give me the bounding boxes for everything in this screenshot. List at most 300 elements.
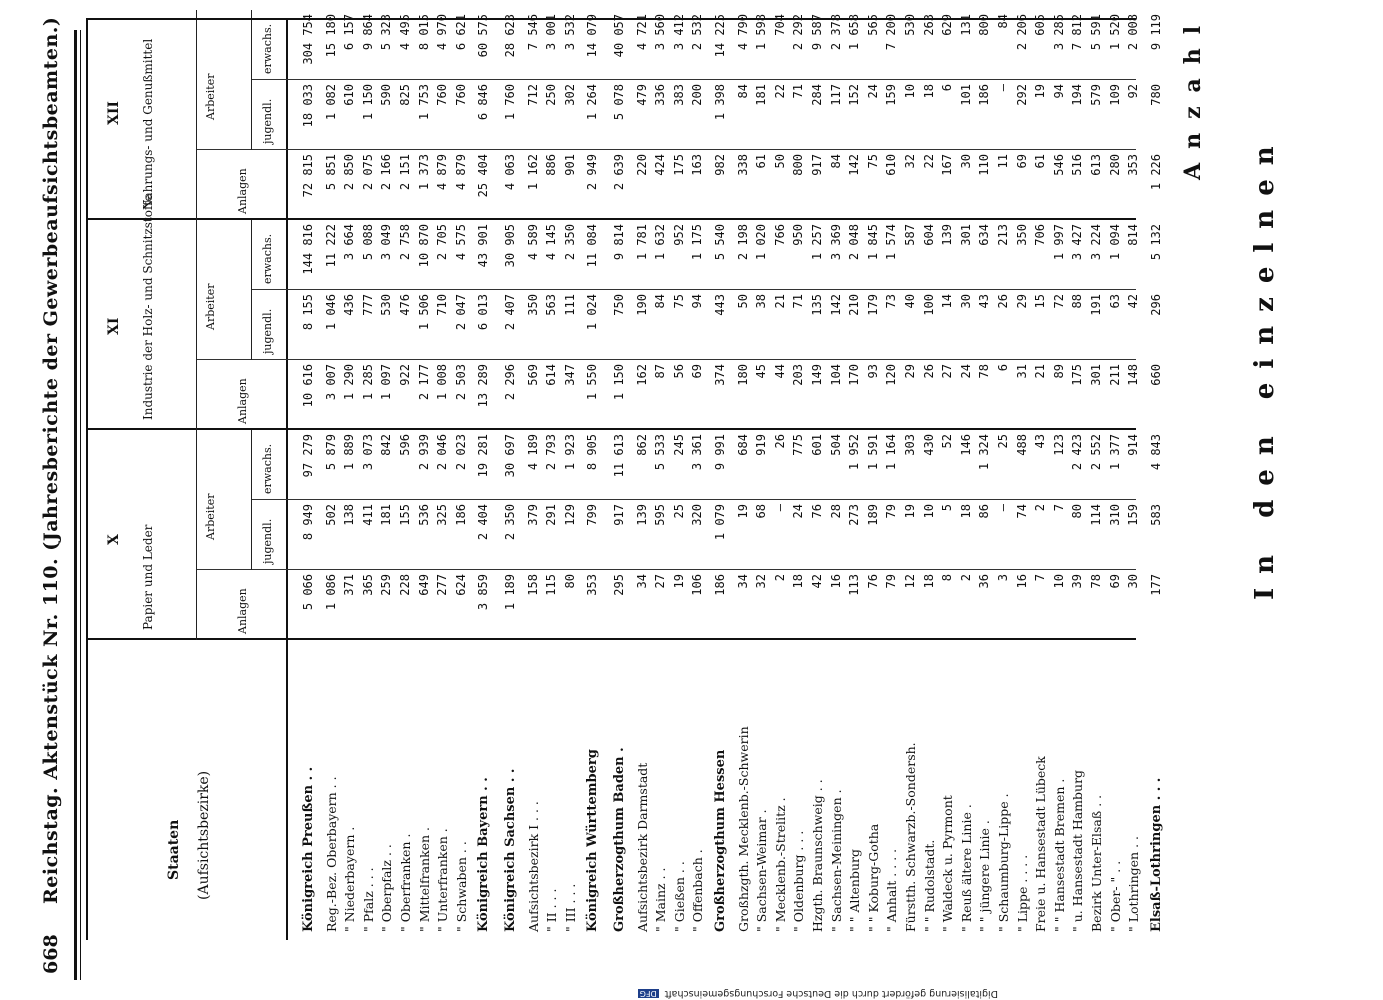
table-cell: 28: [828, 504, 843, 519]
row-label: " II . . .: [544, 888, 560, 932]
table-cell: 9 814: [612, 224, 626, 261]
table-cell: 310: [1107, 504, 1122, 526]
table-cell: 9 587: [810, 14, 824, 51]
table-cell: 436: [342, 294, 357, 316]
table-cell: 3 560: [653, 14, 668, 51]
table-cell: 536: [416, 504, 431, 526]
table-cell: 2 378: [828, 14, 843, 51]
table-cell: 131: [958, 14, 973, 36]
table-cell: 43: [1033, 434, 1048, 449]
table-cell: 886: [544, 154, 559, 176]
table-cell: 22: [921, 154, 936, 169]
table-cell: 800: [977, 14, 992, 36]
table-cell: 135: [810, 294, 824, 316]
table-cell: 1 658: [847, 14, 862, 51]
table-cell: 610: [342, 84, 357, 106]
table-cell: 842: [379, 434, 394, 456]
row-label: " Reuß ältere Linie .: [958, 804, 974, 932]
table-cell: 80: [562, 574, 577, 589]
table-cell: 104: [828, 364, 843, 386]
table-cell: 69: [1107, 574, 1122, 589]
row-label: " u. Hansestadt Hamburg: [1070, 769, 1086, 932]
row-label: Hzgth. Braunschweig . .: [810, 779, 825, 932]
table-cell: 2 758: [398, 224, 412, 261]
table-cell: 7 200: [884, 14, 899, 51]
table-cell: 336: [653, 84, 668, 106]
table-cell: 245: [671, 434, 686, 456]
table-cell: 92: [1126, 84, 1141, 99]
table-cell: 2 350: [503, 504, 517, 541]
col-header-anlagen: Anlagen: [236, 588, 249, 634]
table-cell: 10: [1051, 574, 1066, 589]
table-cell: 38: [754, 294, 769, 309]
table-cell: 914: [1126, 434, 1141, 456]
table-cell: 3 285: [1051, 14, 1066, 51]
table-cell: 2 503: [453, 364, 468, 401]
table-cell: 546: [1051, 154, 1066, 176]
table-cell: 109: [1107, 84, 1122, 106]
table-cell: 295: [612, 574, 626, 596]
table-cell: 30: [958, 154, 973, 169]
table-cell: 63: [1107, 294, 1122, 309]
col-header-states: Staaten: [166, 819, 182, 880]
table-cell: 1 150: [612, 364, 626, 401]
table-cell: 4 589: [525, 224, 540, 261]
table-cell: 353: [585, 574, 600, 596]
table-cell: 2 639: [612, 154, 626, 191]
col-header-arbeiter: Arbeiter: [204, 73, 217, 120]
table-cell: 1 845: [865, 224, 880, 261]
col-header-anlagen: Anlagen: [236, 168, 249, 214]
row-label: " Oberpfalz . .: [379, 844, 395, 932]
table-cell: 1 257: [810, 224, 824, 261]
table-cell: 292: [1014, 84, 1029, 106]
table-cell: 1 020: [754, 224, 769, 261]
table-cell: 79: [884, 574, 899, 589]
table-cell: 3 007: [323, 364, 338, 401]
table-cell: 7 546: [525, 14, 540, 51]
group-name: Papier und Leder: [141, 524, 155, 630]
table-cell: 34: [634, 574, 649, 589]
table-cell: 11: [996, 154, 1010, 169]
table-cell: 189: [865, 504, 880, 526]
table-cell: 424: [653, 154, 668, 176]
table-cell: 1 520: [1107, 14, 1122, 51]
table-cell: 5 533: [653, 434, 668, 471]
table-cell: 114: [1089, 504, 1103, 526]
table-cell: 2: [772, 574, 787, 582]
table-cell: 8: [940, 574, 955, 582]
table-cell: 29: [1014, 294, 1029, 309]
table-cell: 144 816: [301, 224, 315, 275]
table-cell: 6: [940, 84, 955, 92]
group-name: Nahrungs- und Genußmittel: [141, 38, 155, 210]
table-cell: 19: [671, 574, 686, 589]
table-cell: 706: [1033, 224, 1048, 246]
table-cell: 19 281: [476, 434, 491, 478]
table-header-rule: [286, 20, 288, 940]
table-cell: 919: [754, 434, 769, 456]
table-cell: 430: [921, 434, 936, 456]
table-cell: 563: [544, 294, 559, 316]
table-cell: 32: [754, 574, 769, 589]
table-cell: 80: [1070, 504, 1085, 519]
table-cell: 982: [713, 154, 727, 176]
table-cell: 775: [791, 434, 806, 456]
table-cell: 4 063: [503, 154, 517, 191]
table-cell: 950: [791, 224, 806, 246]
table-cell: 32: [903, 154, 917, 169]
table-cell: 5 879: [323, 434, 338, 471]
table-cell: 2 206: [1014, 14, 1029, 51]
table-cell: 1 997: [1051, 224, 1066, 261]
group-roman: X: [106, 534, 122, 545]
table-cell: 69: [690, 364, 705, 379]
table-cell: 43: [977, 294, 992, 309]
table-cell: 11 613: [612, 434, 626, 478]
table-cell: 2 705: [435, 224, 450, 261]
table-cell: 21: [1033, 364, 1048, 379]
table-cell: 10: [921, 504, 936, 519]
table-cell: 684: [735, 434, 750, 456]
table-cell: 777: [360, 294, 375, 316]
page-number: 668: [40, 934, 62, 974]
table-cell: 8 949: [301, 504, 315, 541]
table-cell: 760: [453, 84, 468, 106]
table-cell: 11 222: [323, 224, 338, 268]
table-cell: 19: [1033, 84, 1048, 99]
row-label: " Mittelfranken .: [416, 826, 432, 932]
table-cell: 2 949: [585, 154, 600, 191]
table-cell: 825: [398, 84, 412, 106]
table-cell: 353: [1126, 154, 1141, 176]
table-cell: 89: [1051, 364, 1066, 379]
table-cell: 5 066: [301, 574, 315, 611]
table-cell: 180: [735, 364, 750, 386]
col-header-erwachs: erwachs.: [261, 233, 274, 284]
table-cell: 250: [544, 84, 559, 106]
table-cell: 3 664: [342, 224, 357, 261]
table-cell: 8 015: [416, 14, 431, 51]
table-cell: 443: [713, 294, 727, 316]
table-cell: 5 591: [1089, 14, 1103, 51]
table-cell: 766: [772, 224, 787, 246]
table-cell: 2 047: [453, 294, 468, 331]
table-cell: 2 407: [503, 294, 517, 331]
table-cell: —: [772, 504, 787, 512]
table-cell: 530: [903, 14, 917, 36]
table-cell: 2 292: [791, 14, 806, 51]
table-cell: 203: [791, 364, 806, 386]
table-cell: 371: [342, 574, 357, 596]
table-cell: 488: [1014, 434, 1029, 456]
table-cell: 78: [977, 364, 992, 379]
table-cell: 1 632: [653, 224, 668, 261]
table-cell: 1 760: [503, 84, 517, 121]
table-cell: 175: [1070, 364, 1085, 386]
table-cell: 45: [754, 364, 769, 379]
col-header-anlagen: Anlagen: [236, 378, 249, 424]
table-cell: 379: [525, 504, 540, 526]
table-cell: 142: [847, 154, 862, 176]
row-label: " Mecklenb.-Strelitz .: [772, 797, 788, 932]
table-cell: 5 540: [713, 224, 727, 261]
table-cell: 18: [958, 504, 973, 519]
col-header-arbeiter: Arbeiter: [204, 283, 217, 330]
table-cell: 110: [977, 154, 992, 176]
row-label: Großherzogthum Hessen: [713, 749, 728, 932]
table-cell: 3 369: [828, 224, 843, 261]
table-cell: 259: [379, 574, 394, 596]
table-cell: 78: [1089, 574, 1103, 589]
table-cell: 2 850: [342, 154, 357, 191]
table-cell: 28 623: [503, 14, 517, 58]
table-cell: 139: [634, 504, 649, 526]
table-cell: 476: [398, 294, 412, 316]
table-cell: 280: [1107, 154, 1122, 176]
col-header-erwachs: erwachs.: [261, 23, 274, 74]
table-cell: 84: [828, 154, 843, 169]
table-cell: 211: [1107, 364, 1122, 386]
table-cell: 6 846: [476, 84, 491, 121]
table-cell: 2 198: [735, 224, 750, 261]
table-cell: 72 815: [301, 154, 315, 198]
table-cell: 5: [940, 504, 955, 512]
table-cell: 27: [940, 364, 955, 379]
table-cell: 704: [772, 14, 787, 36]
table-cell: 6 621: [453, 14, 468, 51]
row-label: Königreich Preußen . .: [301, 766, 316, 932]
row-label: Königreich Württemberg: [585, 749, 601, 932]
table-cell: 106: [690, 574, 705, 596]
row-label: " Ober- " . .: [1107, 860, 1123, 932]
table-cell: 76: [810, 504, 824, 519]
table-cell: 74: [1014, 504, 1029, 519]
table-cell: 56: [671, 364, 686, 379]
row-label: " III . . .: [562, 883, 578, 932]
table-cell: 73: [884, 294, 899, 309]
table-cell: 296: [1148, 294, 1163, 316]
table-cell: 862: [634, 434, 649, 456]
table-cell: 1 781: [634, 224, 649, 261]
table-cell: 16: [828, 574, 843, 589]
table-cell: 7: [1033, 574, 1048, 582]
table-cell: 3 361: [690, 434, 705, 471]
table-cell: 61: [754, 154, 769, 169]
table-cell: 14 079: [585, 14, 600, 58]
table-cell: 2 793: [544, 434, 559, 471]
table-cell: 601: [810, 434, 824, 456]
row-label: Elsaß-Lothringen . . .: [1148, 777, 1164, 932]
table-cell: 120: [884, 364, 899, 386]
table-cell: 100: [921, 294, 936, 316]
table-cell: 1 164: [884, 434, 899, 471]
group-header-rule: [196, 10, 197, 220]
table-cell: 5 088: [360, 224, 375, 261]
subheader-rule: [251, 220, 252, 360]
table-cell: 4 879: [453, 154, 468, 191]
table-cell: 30: [1126, 574, 1141, 589]
table-cell: 2 404: [476, 504, 491, 541]
table-cell: 3 859: [476, 574, 491, 611]
row-label: Aufsichtsbezirk I . . .: [525, 801, 541, 932]
group-name: Industrie der Holz- und Schnitzstoffe: [141, 194, 155, 420]
row-label: " Lothringen . .: [1126, 836, 1142, 932]
table-cell: 34: [735, 574, 750, 589]
table-cell: 24: [958, 364, 973, 379]
table-cell: 163: [690, 154, 705, 176]
table-cell: 10 616: [301, 364, 315, 408]
table-cell: 9 119: [1148, 14, 1163, 51]
table-cell: 21: [772, 294, 787, 309]
table-cell: —: [996, 504, 1010, 512]
table-cell: 19: [735, 504, 750, 519]
table-cell: 9 991: [713, 434, 727, 471]
table-cell: 565: [865, 14, 880, 36]
row-label: Reg.-Bez. Oberbayern . .: [323, 776, 339, 932]
table-cell: 88: [1070, 294, 1085, 309]
table-cell: 4 970: [435, 14, 450, 51]
table-cell: 1 377: [1107, 434, 1122, 471]
row-label: Großherzogthum Baden .: [612, 747, 627, 932]
table-cell: 18: [921, 84, 936, 99]
table-cell: 750: [612, 294, 626, 316]
table-cell: 814: [1126, 224, 1141, 246]
table-cell: 40: [903, 294, 917, 309]
table-cell: 186: [713, 574, 727, 596]
row-label: Königreich Bayern . .: [476, 777, 492, 932]
table-cell: 1 753: [416, 84, 431, 121]
table-cell: 162: [634, 364, 649, 386]
table-cell: 587: [903, 224, 917, 246]
credit-text: Digitalisierung gefördert durch die Deutsche Forschungsgemeinschaft: [664, 988, 998, 999]
table-cell: 1 094: [1107, 224, 1122, 261]
table-cell: 1 162: [525, 154, 540, 191]
table-cell: 86: [977, 504, 992, 519]
table-cell: 11 084: [585, 224, 600, 268]
table-cell: 75: [671, 294, 686, 309]
table-cell: 3 427: [1070, 224, 1085, 261]
table-cell: 149: [810, 364, 824, 386]
table-cell: 1 226: [1148, 154, 1163, 191]
group-header-rule: [196, 430, 197, 640]
table-cell: 15: [1033, 294, 1048, 309]
table-cell: 29: [903, 364, 917, 379]
table-cell: 14: [940, 294, 955, 309]
table-cell: 7: [1051, 504, 1066, 512]
table-cell: 19: [903, 504, 917, 519]
row-label: " Sachsen-Meiningen .: [828, 789, 844, 932]
table-cell: 123: [1051, 434, 1066, 456]
row-label: Königreich Sachsen . .: [503, 768, 518, 932]
table-cell: 1 264: [585, 84, 600, 121]
table-cell: 604: [921, 224, 936, 246]
row-label: " Gießen . .: [671, 861, 687, 932]
table-cell: 2 048: [847, 224, 862, 261]
table-cell: 304 754: [301, 14, 315, 65]
table-cell: 3 001: [544, 14, 559, 51]
row-label: " " Hansestadt Bremen .: [1051, 778, 1067, 932]
table-cell: 374: [713, 364, 727, 386]
table-cell: 2 939: [416, 434, 431, 471]
table-cell: 383: [671, 84, 686, 106]
table-cell: 30: [958, 294, 973, 309]
table-cell: 75: [865, 154, 880, 169]
table-cell: 129: [562, 504, 577, 526]
table-cell: 6: [996, 364, 1010, 372]
table-cell: 42: [810, 574, 824, 589]
table-cell: 1 506: [416, 294, 431, 331]
subheader-rule: [251, 10, 252, 150]
subheader-rule: [251, 430, 252, 570]
running-title: Reichstag. Aktenstück Nr. 110. (Jahresberichte der Gewerbeaufsichtsbeamten.): [40, 16, 62, 904]
row-label: Großhzgth. Mecklenb.-Schwerin: [735, 726, 751, 932]
table-cell: 2 177: [416, 364, 431, 401]
table-cell: 68: [754, 504, 769, 519]
row-label: " " Koburg-Gotha: [865, 823, 881, 932]
table-cell: 4 843: [1148, 434, 1163, 471]
table-cell: 87: [653, 364, 668, 379]
table-cell: 1 598: [754, 14, 769, 51]
table-cell: 800: [791, 154, 806, 176]
table-cell: 302: [562, 84, 577, 106]
table-cell: 291: [544, 504, 559, 526]
row-label: " Waldeck u. Pyrmont: [940, 795, 956, 932]
table-cell: 504: [828, 434, 843, 456]
table-cell: 1 952: [847, 434, 862, 471]
table-cell: 780: [1148, 84, 1163, 106]
table-cell: 760: [435, 84, 450, 106]
table-cell: 2 023: [453, 434, 468, 471]
table-cell: 8 905: [585, 434, 600, 471]
main-title: In den einzelnen: [1250, 132, 1280, 600]
table-cell: 613: [1089, 154, 1103, 176]
table-cell: 2 350: [562, 224, 577, 261]
table-cell: 228: [398, 574, 412, 596]
table-cell: 1 324: [977, 434, 992, 471]
table-cell: 7 812: [1070, 14, 1085, 51]
table-cell: —: [996, 84, 1010, 92]
table-cell: 277: [435, 574, 450, 596]
table-cell: 710: [435, 294, 450, 316]
table-cell: 2 532: [690, 14, 705, 51]
table-cell: 76: [865, 574, 880, 589]
table-cell: 26: [772, 434, 787, 449]
table-cell: 596: [398, 434, 412, 456]
header-rule-thin: [80, 30, 81, 980]
table-cell: 167: [940, 154, 955, 176]
table-cell: 210: [847, 294, 862, 316]
table-cell: 25: [671, 504, 686, 519]
col-header-jugendl: jugendl.: [261, 98, 274, 144]
table-cell: 24: [865, 84, 880, 99]
table-cell: 712: [525, 84, 540, 106]
row-label: " " jüngere Linie .: [977, 820, 993, 932]
table-cell: 200: [690, 84, 705, 106]
table-cell: 42: [1126, 294, 1141, 309]
table-cell: 1 046: [323, 294, 338, 331]
table-cell: 4 495: [398, 14, 412, 51]
table-cell: 952: [671, 224, 686, 246]
row-label: " Oldenburg . . .: [791, 830, 807, 932]
digitization-credit: [638, 988, 998, 999]
table-cell: 69: [1014, 154, 1029, 169]
table-cell: 18: [921, 574, 936, 589]
table-cell: 5 851: [323, 154, 338, 191]
table-cell: 479: [634, 84, 649, 106]
header-rule: [74, 30, 77, 980]
table-cell: 8 155: [301, 294, 315, 331]
